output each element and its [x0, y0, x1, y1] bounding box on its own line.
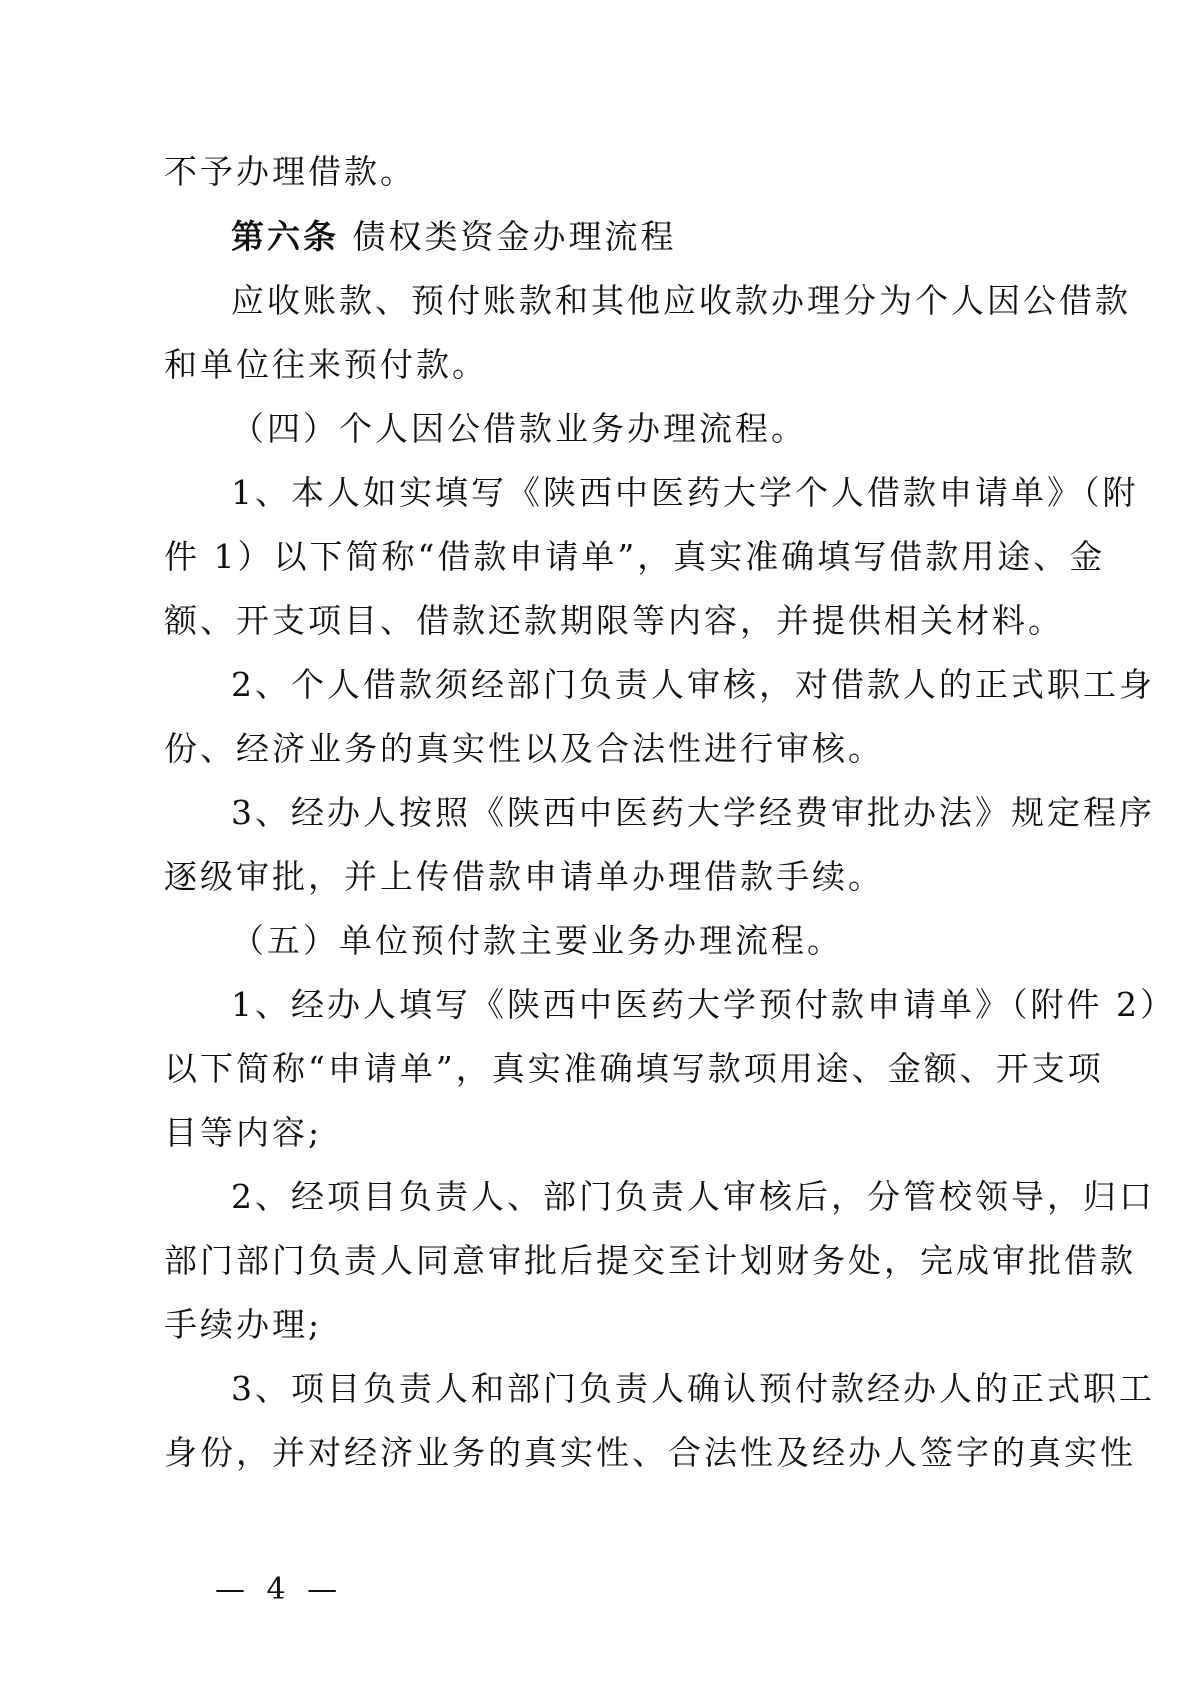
paragraph-line: 以下简称“申请单”，真实准确填写款项用途、金额、开支项 — [164, 1049, 1104, 1088]
paragraph-line: 件 1）以下简称“借款申请单”，真实准确填写借款用途、金 — [164, 537, 1106, 576]
section-heading: （四）个人因公借款业务办理流程。 — [231, 409, 807, 448]
article-heading — [231, 215, 1111, 259]
paragraph-line: 2、个人借款须经部门负责人审核，对借款人的正式职工身 — [231, 665, 1155, 704]
article-title: 债权类资金办理流程 — [352, 217, 677, 256]
paragraph-line: 不予办理借款。 — [164, 152, 416, 191]
paragraph-line: 目等内容; — [164, 1113, 323, 1152]
paragraph-line: 1、经办人填写《陕西中医药大学预付款申请单》（附件 2） — [231, 985, 1176, 1024]
paragraph-line: 和单位往来预付款。 — [164, 345, 488, 384]
paragraph-line: 部门部门负责人同意审批后提交至计划财务处，完成审批借款 — [164, 1241, 1136, 1280]
paragraph-line: 手续办理; — [164, 1305, 323, 1344]
page-number: — 4 — — [215, 1572, 344, 1607]
paragraph-line: 份、经济业务的真实性以及合法性进行审核。 — [164, 729, 884, 768]
paragraph-line: 3、经办人按照《陕西中医药大学经费审批办法》规定程序 — [231, 793, 1155, 832]
article-label: 第六条 — [231, 217, 339, 256]
paragraph-line: 2、经项目负责人、部门负责人审核后，分管校领导，归口 — [231, 1177, 1155, 1216]
paragraph-line: 逐级审批，并上传借款申请单办理借款手续。 — [164, 857, 884, 896]
section-heading: （五）单位预付款主要业务办理流程。 — [231, 921, 843, 960]
paragraph-line: 额、开支项目、借款还款期限等内容，并提供相关材料。 — [164, 601, 1064, 640]
paragraph-line: 3、项目负责人和部门负责人确认预付款经办人的正式职工 — [231, 1369, 1155, 1408]
paragraph-line: 身份，并对经济业务的真实性、合法性及经办人签字的真实性 — [164, 1433, 1136, 1472]
paragraph-line: 应收账款、预付账款和其他应收款办理分为个人因公借款 — [231, 281, 1131, 320]
paragraph-line: 1、本人如实填写《陕西中医药大学个人借款申请单》（附 — [231, 473, 1139, 512]
